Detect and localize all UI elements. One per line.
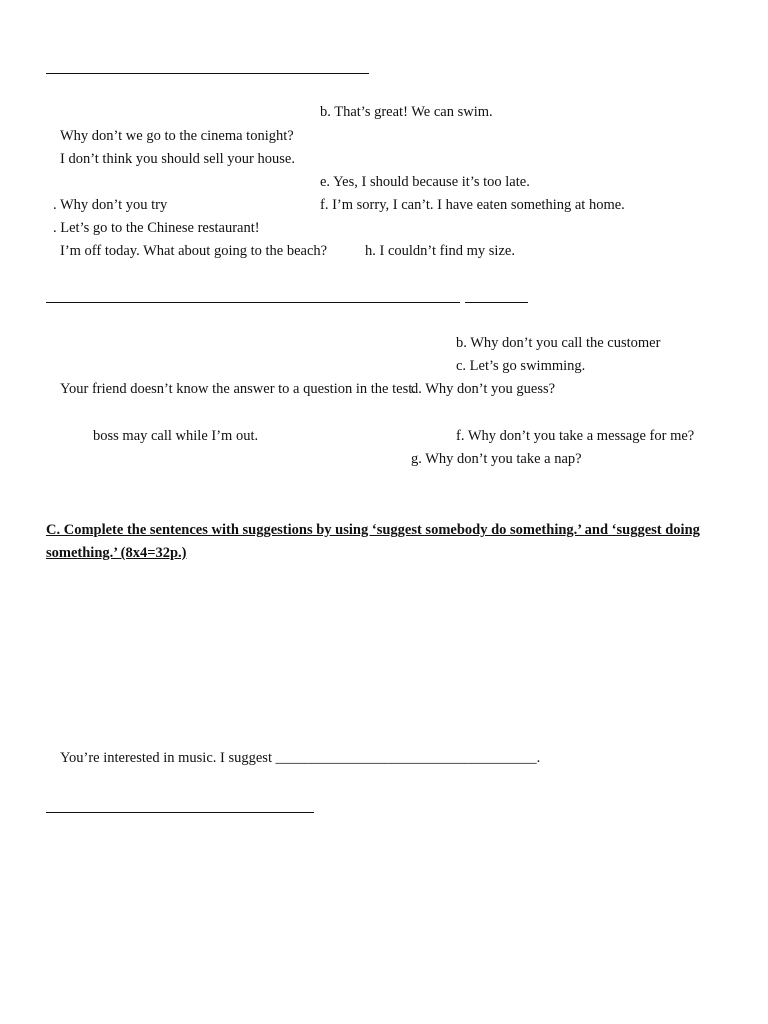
section-a-title-line [46, 73, 369, 74]
section-a-answer-f: f. I’m sorry, I can’t. I have eaten something at home. [320, 197, 625, 213]
section-b-answer-b: b. Why don’t you call the customer [456, 335, 661, 351]
section-d-title-line [46, 812, 314, 813]
section-c-heading: C. Complete the sentences with suggestions by using ‘suggest somebody do something.’ and ‘suggest doing something.’ (8x4=32p.) [46, 522, 700, 561]
section-a-answer-b: b. That’s great! We can swim. [320, 104, 493, 120]
section-b-answer-c: c. Let’s go swimming. [456, 358, 586, 374]
section-a-answer-h: h. I couldn’t find my size. [365, 243, 515, 259]
section-a-question-3: I don’t think you should sell your house. [60, 151, 295, 167]
section-a-question-7: I’m off today. What about going to the beach? [60, 243, 328, 259]
section-a-answer-e: e. Yes, I should because it’s too late. [320, 174, 530, 190]
section-b-answer-d: d. Why don’t you guess? [411, 381, 556, 397]
section-b-answer-f: f. Why don’t you take a message for me? [456, 428, 695, 444]
section-b-situation-5: boss may call while I’m out. [93, 428, 259, 444]
section-b-title-line-short [465, 302, 528, 303]
section-b-answer-g: g. Why don’t you take a nap? [411, 451, 582, 467]
section-b-situation-3: Your friend doesn’t know the answer to a question in the test. [60, 381, 416, 397]
section-c-sentence: You’re interested in music. I suggest ____________________________________. [60, 750, 541, 766]
section-a-question-5: . Why don’t you try [53, 197, 168, 213]
section-a-question-6: . Let’s go to the Chinese restaurant! [53, 220, 260, 236]
section-b-title-line [46, 302, 460, 303]
section-a-question-2: Why don’t we go to the cinema tonight? [60, 128, 294, 144]
